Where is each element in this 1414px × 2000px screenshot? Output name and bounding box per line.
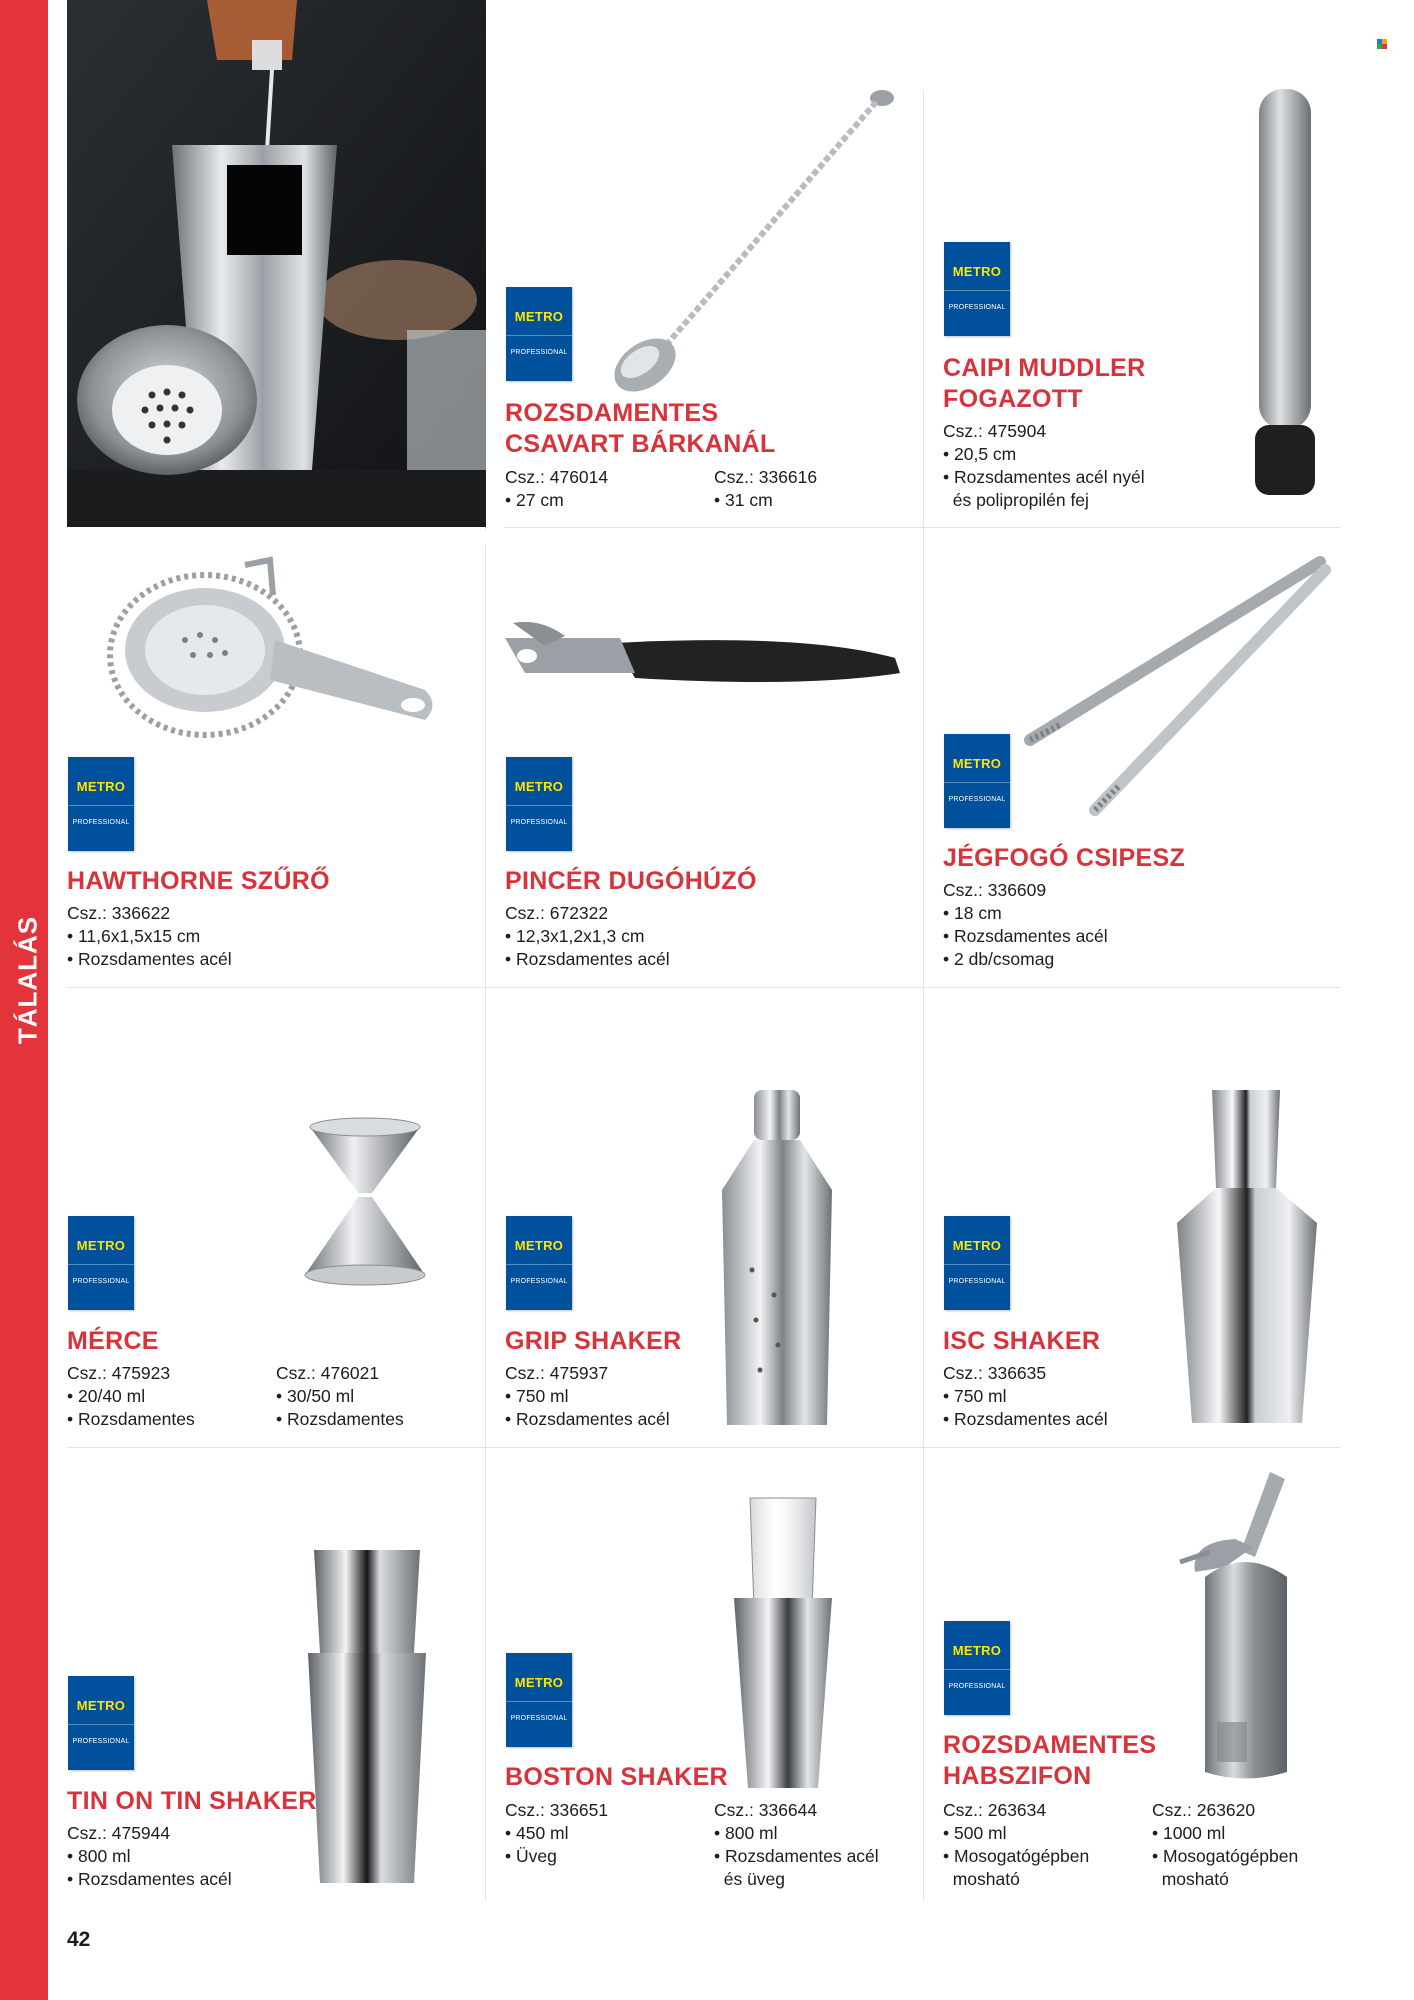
badge-brand: METRO: [952, 756, 1002, 771]
badge-brand: METRO: [514, 1238, 564, 1253]
product-spec: Csz.: 672322 • 12,3x1,2x1,3 cm • Rozsdamentes acél: [505, 903, 670, 969]
tin-shaker-image: [302, 1548, 432, 1888]
product-title: JÉGFOGÓ CSIPESZ: [943, 844, 1186, 872]
corkscrew-image: [505, 618, 905, 718]
badge-brand: METRO: [952, 1238, 1002, 1253]
product-spec: Csz.: 336644 • 800 ml • Rozsdamentes acél és üveg: [714, 1800, 879, 1889]
product-title: PINCÉR DUGÓHÚZÓ: [505, 867, 757, 895]
badge-brand: METRO: [76, 779, 126, 794]
badge-line: PROFESSIONAL: [948, 1683, 1006, 1690]
product-title: BOSTON SHAKER: [505, 1763, 728, 1791]
product-title: ROZSDAMENTES CSAVART BÁRKANÁL: [505, 399, 776, 458]
divider: [67, 987, 1340, 988]
product-spec: Csz.: 475937 • 750 ml • Rozsdamentes acél: [505, 1363, 670, 1429]
metro-badge: [68, 757, 134, 851]
badge-line: PROFESSIONAL: [948, 796, 1006, 803]
divider: [485, 545, 486, 1900]
product-title: TIN ON TIN SHAKER: [67, 1787, 317, 1815]
product-spec: Csz.: 476014 • 27 cm: [505, 467, 609, 510]
product-spec: Csz.: 336609 • 18 cm • Rozsdamentes acél • 2 db/csomag: [943, 880, 1108, 969]
divider: [67, 1447, 1340, 1448]
product-title: ISC SHAKER: [943, 1327, 1101, 1355]
badge-brand: METRO: [952, 1643, 1002, 1658]
badge-line: PROFESSIONAL: [510, 819, 568, 826]
bar-spoon-image: [600, 80, 920, 420]
hero-photo: [67, 0, 486, 527]
product-title: CAIPI MUDDLER FOGAZOTT: [943, 354, 1146, 413]
badge-line: PROFESSIONAL: [72, 1278, 130, 1285]
product-spec: Csz.: 475944 • 800 ml • Rozsdamentes acél: [67, 1823, 232, 1889]
product-title: ROZSDAMENTES HABSZIFON: [943, 1731, 1157, 1790]
tongs-image: [1020, 550, 1340, 820]
isc-shaker-image: [1172, 1088, 1322, 1428]
badge-brand: METRO: [76, 1698, 126, 1713]
badge-line: PROFESSIONAL: [510, 1715, 568, 1722]
product-spec: Csz.: 263634 • 500 ml • Mosogatógépben mosható: [943, 1800, 1090, 1889]
jigger-image: [300, 1115, 430, 1290]
muddler-image: [1245, 85, 1325, 505]
metro-badge: [506, 757, 572, 851]
badge-brand: METRO: [76, 1238, 126, 1253]
badge-brand: METRO: [514, 1675, 564, 1690]
page-number: 42: [67, 1928, 91, 1951]
cream-whipper-image: [1175, 1467, 1305, 1787]
section-label: TÁLALÁS: [12, 915, 43, 1045]
product-spec: Csz.: 336616 • 31 cm: [714, 467, 818, 510]
product-spec: Csz.: 475904 • 20,5 cm • Rozsdamentes acél nyél és polipropilén fej: [943, 421, 1145, 510]
metro-badge: [506, 1653, 572, 1747]
strainer-image: [95, 555, 455, 775]
metro-badge: [68, 1676, 134, 1770]
boston-shaker-image: [728, 1493, 838, 1793]
badge-brand: METRO: [952, 264, 1002, 279]
metro-badge: [944, 1216, 1010, 1310]
badge-brand: METRO: [514, 309, 564, 324]
divider: [923, 90, 924, 1900]
product-spec: Csz.: 336622 • 11,6x1,5x15 cm • Rozsdamentes acél: [67, 903, 232, 969]
badge-line: PROFESSIONAL: [72, 819, 130, 826]
metro-badge: [944, 1621, 1010, 1715]
badge-line: PROFESSIONAL: [510, 1278, 568, 1285]
grip-shaker-image: [712, 1090, 842, 1430]
badge-line: PROFESSIONAL: [948, 1278, 1006, 1285]
badge-line: PROFESSIONAL: [72, 1738, 130, 1745]
badge-brand: METRO: [514, 779, 564, 794]
product-spec: Csz.: 263620 • 1000 ml • Mosogatógépben mosható: [1152, 1800, 1299, 1889]
metro-badge: [944, 242, 1010, 336]
product-spec: Csz.: 336651 • 450 ml • Üveg: [505, 1800, 609, 1866]
product-spec: Csz.: 336635 • 750 ml • Rozsdamentes acél: [943, 1363, 1108, 1429]
metro-badge: [944, 734, 1010, 828]
metro-badge: [68, 1216, 134, 1310]
product-title: GRIP SHAKER: [505, 1327, 682, 1355]
metro-badge: [506, 287, 572, 381]
metro-badge: [506, 1216, 572, 1310]
product-spec: Csz.: 475923 • 20/40 ml • Rozsdamentes: [67, 1363, 195, 1429]
color-mark-icon: [1377, 39, 1387, 49]
product-spec: Csz.: 476021 • 30/50 ml • Rozsdamentes: [276, 1363, 404, 1429]
divider: [505, 527, 1340, 528]
badge-line: PROFESSIONAL: [948, 304, 1006, 311]
product-title: HAWTHORNE SZŰRŐ: [67, 867, 330, 895]
badge-line: PROFESSIONAL: [510, 349, 568, 356]
product-title: MÉRCE: [67, 1327, 159, 1355]
